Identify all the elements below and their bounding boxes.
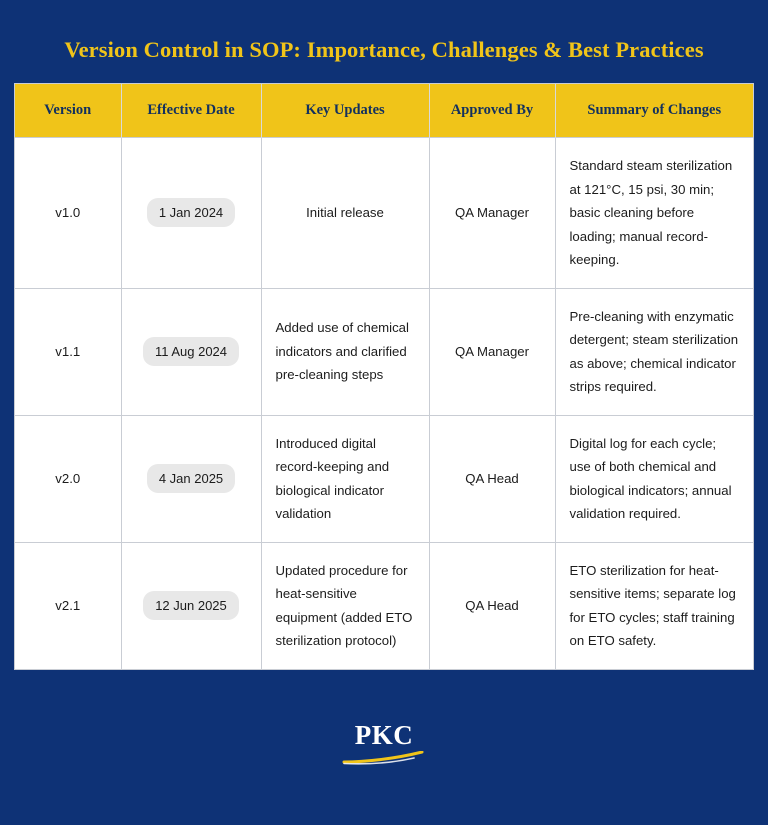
cell-summary: Digital log for each cycle; use of both chemical and biological indicators; annual validation required. (555, 415, 753, 542)
cell-effective-date (121, 415, 261, 542)
table-header-row (15, 84, 753, 138)
cell-effective-date (121, 288, 261, 415)
cell-summary: Standard steam sterilization at 121°C, 15 psi, 30 min; basic cleaning before loading; manual record-keeping. (555, 138, 753, 289)
cell-approved-by: QA Manager (429, 288, 555, 415)
pkc-logo (342, 719, 426, 765)
cell-version: v2.1 (15, 542, 121, 669)
column-header-version: Version (15, 84, 121, 138)
cell-approved-by: QA Head (429, 542, 555, 669)
cell-key-updates: Updated procedure for heat-sensitive equipment (added ETO sterilization protocol) (261, 542, 429, 669)
cell-version: v2.0 (15, 415, 121, 542)
swoosh-icon (342, 751, 426, 765)
cell-summary: ETO sterilization for heat-sensitive items; separate log for ETO cycles; staff training on ETO safety. (555, 542, 753, 669)
cell-key-updates: Initial release (261, 138, 429, 289)
cell-version: v1.0 (15, 138, 121, 289)
table-body (15, 138, 753, 669)
column-header-effective-date: Effective Date (121, 84, 261, 138)
logo-text: PKC (354, 719, 414, 750)
column-header-summary-of-changes: Summary of Changes (555, 84, 753, 138)
table-row (15, 138, 753, 289)
page-title: Version Control in SOP: Importance, Challenges & Best Practices (64, 37, 704, 62)
footer (0, 670, 768, 825)
cell-effective-date (121, 542, 261, 669)
cell-key-updates: Introduced digital record-keeping and biological indicator validation (261, 415, 429, 542)
date-badge: 1 Jan 2024 (147, 198, 235, 227)
date-badge: 4 Jan 2025 (147, 464, 235, 493)
table-row (15, 288, 753, 415)
column-header-key-updates: Key Updates (261, 84, 429, 138)
cell-approved-by: QA Manager (429, 138, 555, 289)
table-row (15, 542, 753, 669)
cell-effective-date (121, 138, 261, 289)
version-control-table-container (14, 83, 754, 670)
version-control-table (15, 84, 753, 669)
cell-approved-by: QA Head (429, 415, 555, 542)
cell-version: v1.1 (15, 288, 121, 415)
column-header-approved-by: Approved By (429, 84, 555, 138)
date-badge: 11 Aug 2024 (143, 337, 239, 366)
table-header (15, 84, 753, 138)
table-row (15, 415, 753, 542)
cell-summary: Pre-cleaning with enzymatic detergent; steam sterilization as above; chemical indicator strips required. (555, 288, 753, 415)
date-badge: 12 Jun 2025 (143, 591, 239, 620)
cell-key-updates: Added use of chemical indicators and clarified pre-cleaning steps (261, 288, 429, 415)
